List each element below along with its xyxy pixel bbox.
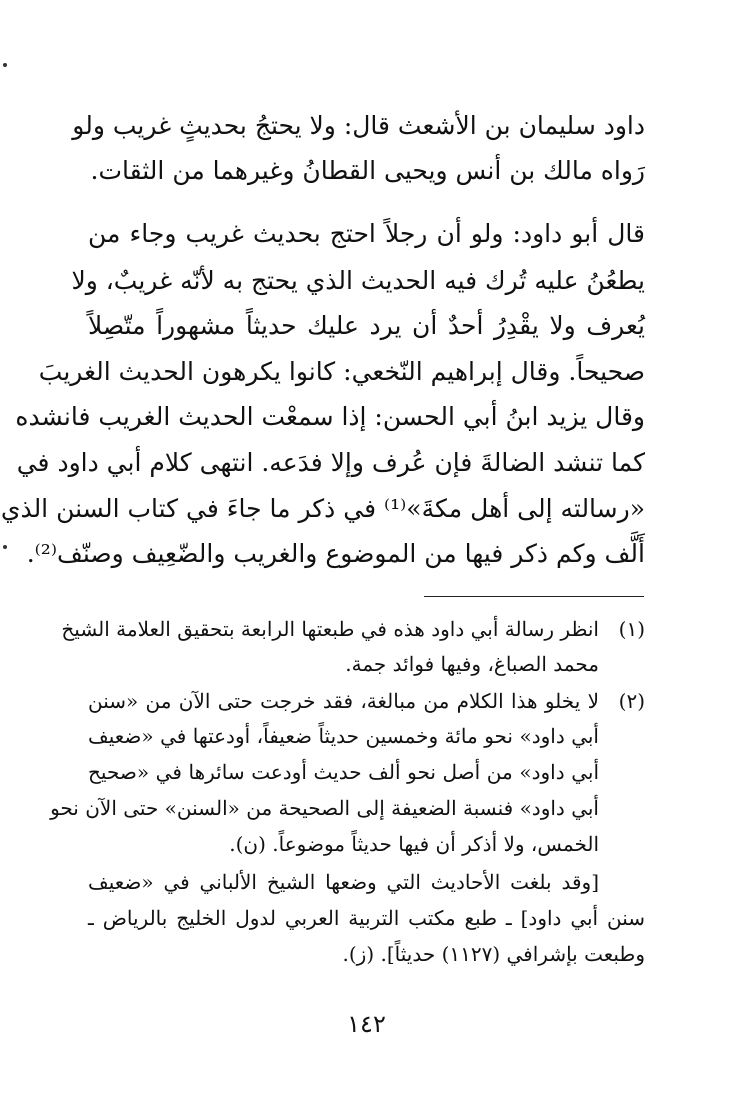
footnote-line: الخمس، ولا أذكر أن فيها حديثاً موضوعاً. (ن). [229,832,599,856]
footnote-line: انظر رسالة أبي داود هذه في طبعتها الرابعة بتحقيق العلامة الشيخ [61,617,599,641]
text-line: رَواه مالك بن أنس ويحيى القطانُ وغيرهما من الثقات. [90,156,645,185]
text-line: كما تنشد الضالةَ فإن عُرف وإلا فدَعه. انتهى كلام أبي داود في [16,448,645,477]
text-line: داود سليمان بن الأشعث قال: ولا يحتجُ بحديثٍ غريب ولو [72,111,645,140]
footnote-line: محمد الصباغ، وفيها فوائد جمة. [345,652,599,676]
footnote-line: سنن أبي داود] ـ طبع مكتب التربية العربي لدول الخليج بالرياض ـ [88,906,645,930]
text-line: يطعُنُ عليه تُرك فيه الحديث الذي يحتج به لأنّه غريبٌ، ولا [71,266,645,295]
footnote-line: أبي داود» فنسبة الضعيفة إلى الصحيحة من «السنن» حتى الآن نحو [50,796,599,820]
text-line: وقال يزيد ابنُ أبي الحسن: إذا سمعْت الحديث الغريب فانشده [15,402,645,431]
footnote-number: (٢) [618,689,645,713]
footnote-line: وطبعت بإشرافي (١١٢٧) حديثاً]. (ز). [342,942,645,966]
footnote-line: أبي داود» نحو مائة وخمسين حديثاً ضعيفاً، أودعتها في «ضعيف [88,724,599,748]
page-number: ١٤٢ [347,1010,386,1038]
scan-speck-middle [3,545,7,549]
text-line: قال أبو داود: ولو أن رجلاً احتج بحديث غريب وجاء من [88,219,645,248]
footnote-separator [424,596,644,597]
footnote-line: أبي داود» من أصل نحو ألف حديث أودعت سائرها في «صحيح [88,760,599,784]
footnote-number: (١) [618,617,645,641]
footnote-line: [وقد بلغت الأحاديث التي وضعها الشيخ الألباني في «ضعيف [88,870,599,894]
footnote-line: لا يخلو هذا الكلام من مبالغة، فقد خرجت حتى الآن من «سنن [88,689,599,713]
text-line: «رسالته إلى أهل مكةَ»⁽¹⁾ في ذكر ما جاءَ في كتاب السنن الذي [0,494,645,523]
text-line: صحيحاً. وقال إبراهيم النّخعي: كانوا يكرهون الحديث الغريبَ [38,357,645,386]
text-line: أَلَّف وكم ذكر فيها من الموضوع والغريب والضّعِيف وصنّف⁽²⁾. [26,539,645,568]
text-line: يُعرف ولا يقْدِرُ أحدٌ أن يرد عليك حديثاً مشهوراً متّصِلاً [88,311,645,340]
scan-speck-top [3,63,7,67]
